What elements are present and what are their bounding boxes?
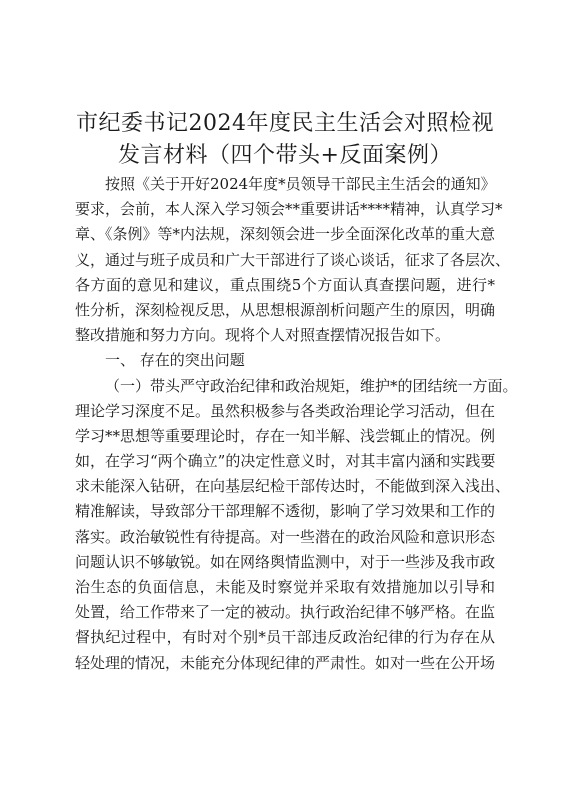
paragraph-line: 理论学习深度不足。虽然积极参与各类政治理论学习活动，但在 [75,401,496,420]
paragraph-line: 章、《条例》等*内法规，深刻领会进一步全面深化改革的重大意 [75,225,496,244]
paragraph-line: 要求，会前，本人深入学习领会**重要讲话****精神，认真学习* [75,200,503,219]
paragraph-line: 如，在学习“两个确立”的决定性意义时，对其丰富内涵和实践要 [75,452,496,471]
document-title-line-2: 发言材料（四个带头+反面案例） [118,143,452,168]
paragraph-line: 问题认识不够敏锐。如在网络舆情监测中，对于一些涉及我市政 [75,552,496,571]
paragraph-line: 义，通过与班子成员和广大干部进行了谈心谈话，征求了各层次、 [75,250,511,269]
paragraph-line: 性分析，深刻检视反思，从思想根源剖析问题产生的原因，明确 [75,300,496,319]
document-title-line-1: 市纪委书记2024年度民主生活会对照检视 [76,111,494,136]
paragraph-line: 各方面的意见和建议，重点围绕5个方面认真查摆问题，进行* [75,275,495,294]
section-heading: 一、 存在的突出问题 [105,351,245,370]
paragraph-line: 精准解读，导致部分干部理解不透彻，影响了学习效果和工作的 [75,502,496,521]
paragraph-line: 整改措施和努力方向。现将个人对照查摆情况报告如下。 [75,326,451,345]
paragraph-line: 治生态的负面信息，未能及时察觉并采取有效措施加以引导和 [75,578,495,596]
paragraph-line: （一）带头严守政治纪律和政治规矩，维护*的团结统一方面。 [105,376,518,395]
paragraph-line: 求未能深入钻研，在向基层纪检干部传达时，不能做到深入浅出、 [75,477,511,496]
paragraph-line: 轻处理的情况，未能充分体现纪律的严肃性。如对一些在公开场 [75,653,496,672]
paragraph-line: 督执纪过程中，有时对个别*员干部违反政治纪律的行为存在从 [75,628,495,647]
document-body [75,172,518,676]
paragraph-line: 落实。政治敏锐性有待提高。对一些潜在的政治风险和意识形态 [75,527,496,546]
paragraph-line: 处置，给工作带来了一定的被动。执行政治纪律不够严格。在监 [75,603,496,622]
paragraph-line: 学习**思想等重要理论时，存在一知半解、浅尝辄止的情况。例 [75,426,496,445]
paragraph-line: 按照《关于开好2024年度*员领导干部民主生活会的通知》 [105,175,496,193]
